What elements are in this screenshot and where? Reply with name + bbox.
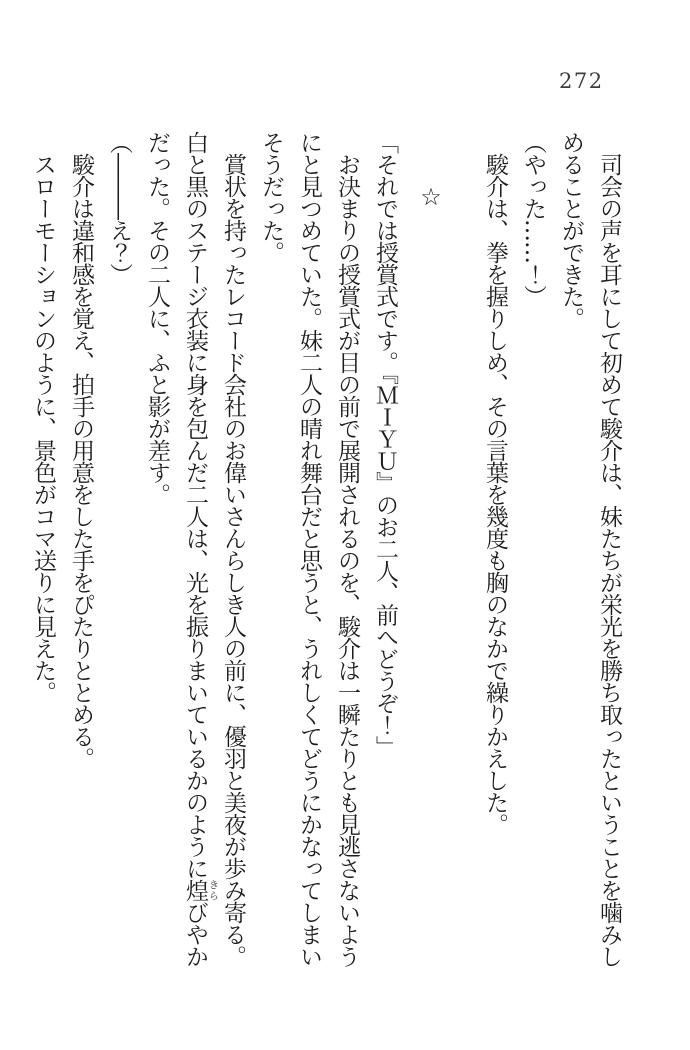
paragraph-narration-1: 司会の声を耳にして初めて駿介は、妹たちが栄光を勝ち取ったということを噛みしめることができた。	[558, 131, 622, 967]
paragraph-dialogue-1: 「それでは授賞式です。『ＭＩＹＵ』のお二人、前へどうぞ！」	[372, 131, 398, 758]
ruby-before-text: 賞状を持ったレコード会社のお偉いさんらしき人の前に、優羽と美夜が歩み寄る。白と黒のステージ衣装に身を包んだ二人は、光を振りまいているかのように	[182, 131, 246, 967]
page-number: 272	[559, 69, 604, 93]
paragraph-narration-5: 駿介は違和感を覚え、拍手の用意をした手をぴたりととめる。	[68, 131, 94, 769]
section-break-star-icon: ☆	[417, 183, 445, 211]
ruby-kirameki	[182, 879, 218, 901]
ruby-furigana: きら	[206, 879, 218, 901]
paragraph-narration-3: お決まりの授賞式が目の前で展開されるのを、駿介は一瞬たりとも見逃さないようにと見つめていた。妹二人の晴れ舞台だと思うと、うれしくてどうにかなってしまいそうだった。	[258, 131, 360, 967]
paragraph-narration-2: 駿介は、拳を握りしめ、その言葉を幾度も胸のなかで繰りかえした。	[482, 131, 508, 835]
vertical-text-area	[30, 131, 628, 976]
paragraph-narration-4	[138, 131, 252, 976]
ruby-after-text: びやかだった。その二人に、ふと影が差す。	[144, 131, 208, 967]
paragraph-thought-1: （やった……！）	[520, 131, 546, 307]
ruby-base: 煌	[182, 879, 208, 901]
paragraph-narration-6: スローモーションのように、景色がコマ送りに見えた。	[30, 131, 56, 703]
paragraph-thought-2: （―――え？）	[106, 131, 132, 285]
